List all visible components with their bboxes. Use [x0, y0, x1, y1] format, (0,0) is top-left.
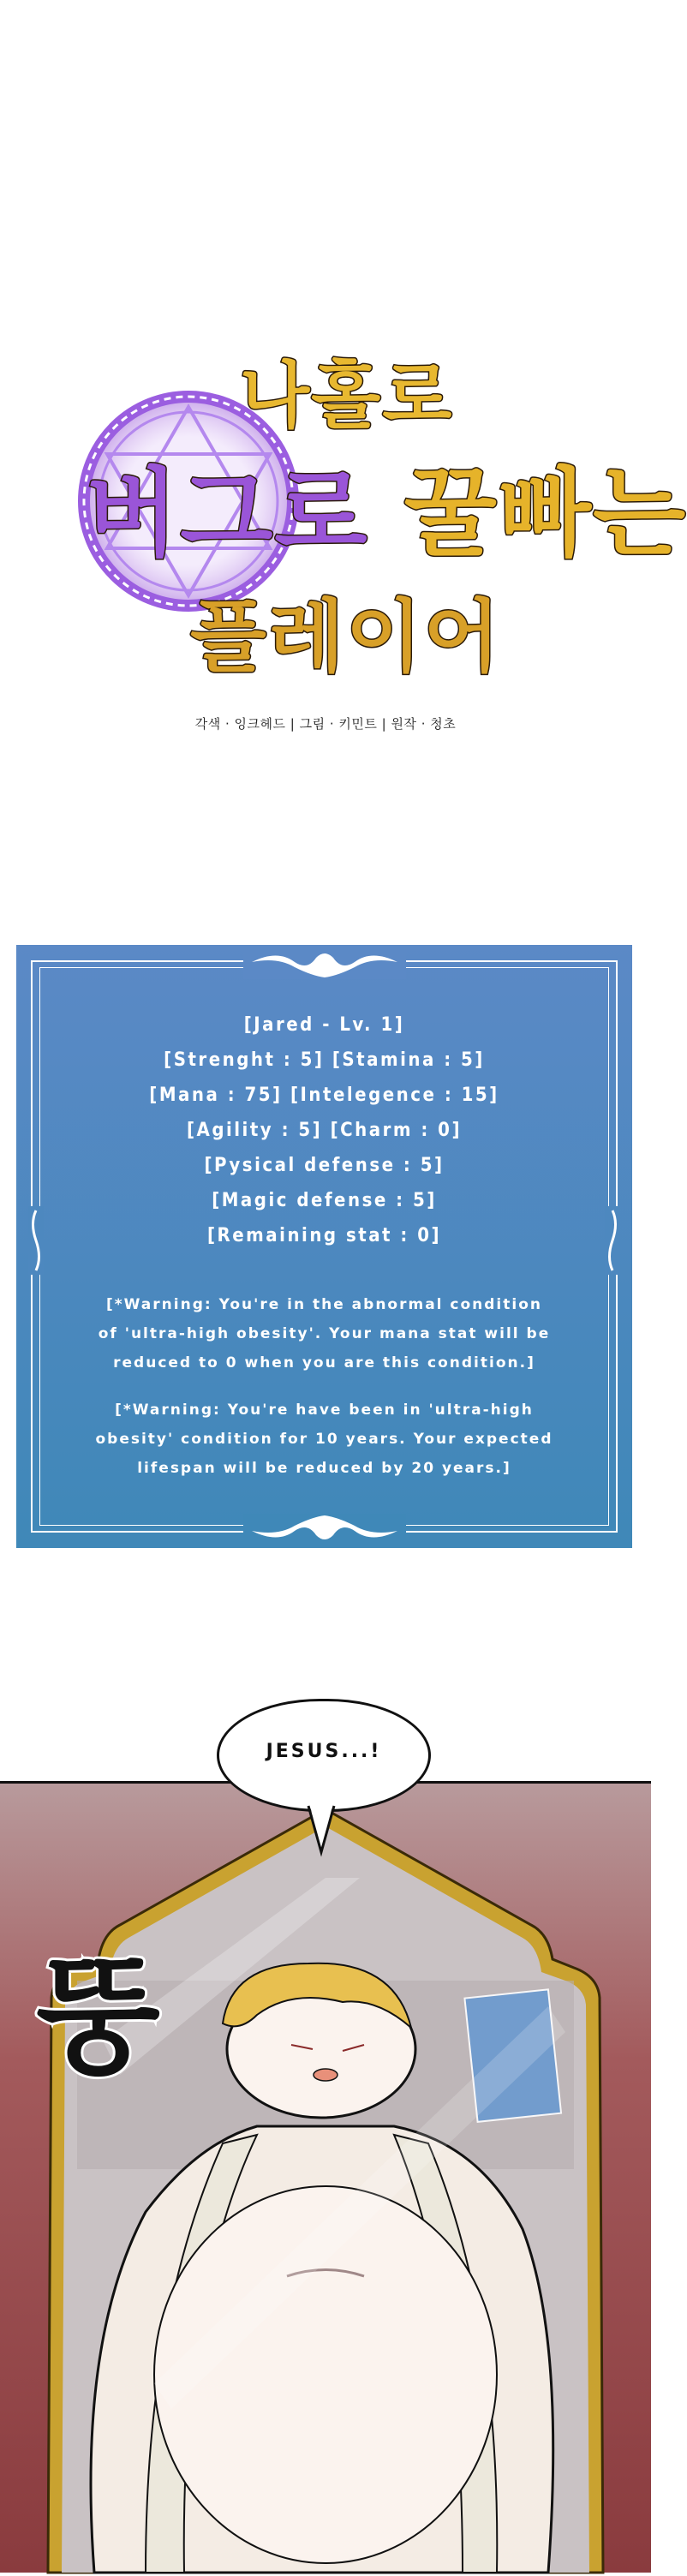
- title-purple-word: 버그로: [86, 458, 369, 570]
- warning-line: of 'ultra-high obesity'. Your mana stat will be: [98, 1325, 551, 1342]
- mirror-illustration: [0, 1784, 651, 2573]
- mirror-scene-panel: [0, 1781, 651, 2573]
- warning-line: [*Warning: You're in the abnormal condition: [106, 1296, 542, 1313]
- title-gold-word: 꿀빠는: [403, 458, 687, 570]
- warning-lifespan: [16, 1396, 632, 1483]
- bottom-ornament-icon: [243, 1514, 406, 1548]
- warning-line: obesity' condition for 10 years. Your expected: [95, 1431, 553, 1448]
- speech-bubble: [217, 1699, 431, 1812]
- speech-bubble-tail: [308, 1799, 334, 1855]
- credits: 각색 · 잉크헤드 | 그림 · 키민트 | 원작 · 청초: [194, 716, 457, 732]
- title-line-3: 플레이어: [190, 591, 502, 683]
- stat-physical-defense: [Pysical defense : 5]: [204, 1155, 445, 1176]
- stat-agility-charm: [Agility : 5] [Charm : 0]: [186, 1120, 463, 1141]
- stat-list: [16, 1007, 632, 1253]
- warning-line: [*Warning: You're have been in 'ultra-high: [115, 1402, 534, 1419]
- top-ornament-icon: [243, 945, 406, 979]
- sound-effect-text: 뚱: [36, 1943, 160, 2092]
- warning-mana: [16, 1290, 632, 1378]
- title-line-2: [86, 437, 687, 575]
- speech-text: JESUS...!: [266, 1741, 382, 1762]
- stat-strength-stamina: [Strenght : 5] [Stamina : 5]: [164, 1049, 485, 1071]
- status-window: [16, 945, 632, 1548]
- stat-remaining: [Remaining stat : 0]: [206, 1225, 442, 1246]
- warning-line: lifespan will be reduced by 20 years.]: [137, 1460, 511, 1477]
- stat-name-level: [Jared - Lv. 1]: [243, 1014, 405, 1036]
- title-line-1: 나홀로: [240, 354, 454, 438]
- warning-line: reduced to 0 when you are this condition.]: [113, 1354, 535, 1372]
- stat-mana-intelligence: [Mana : 75] [Intelegence : 15]: [149, 1085, 499, 1106]
- stat-magic-defense: [Magic defense : 5]: [212, 1190, 437, 1211]
